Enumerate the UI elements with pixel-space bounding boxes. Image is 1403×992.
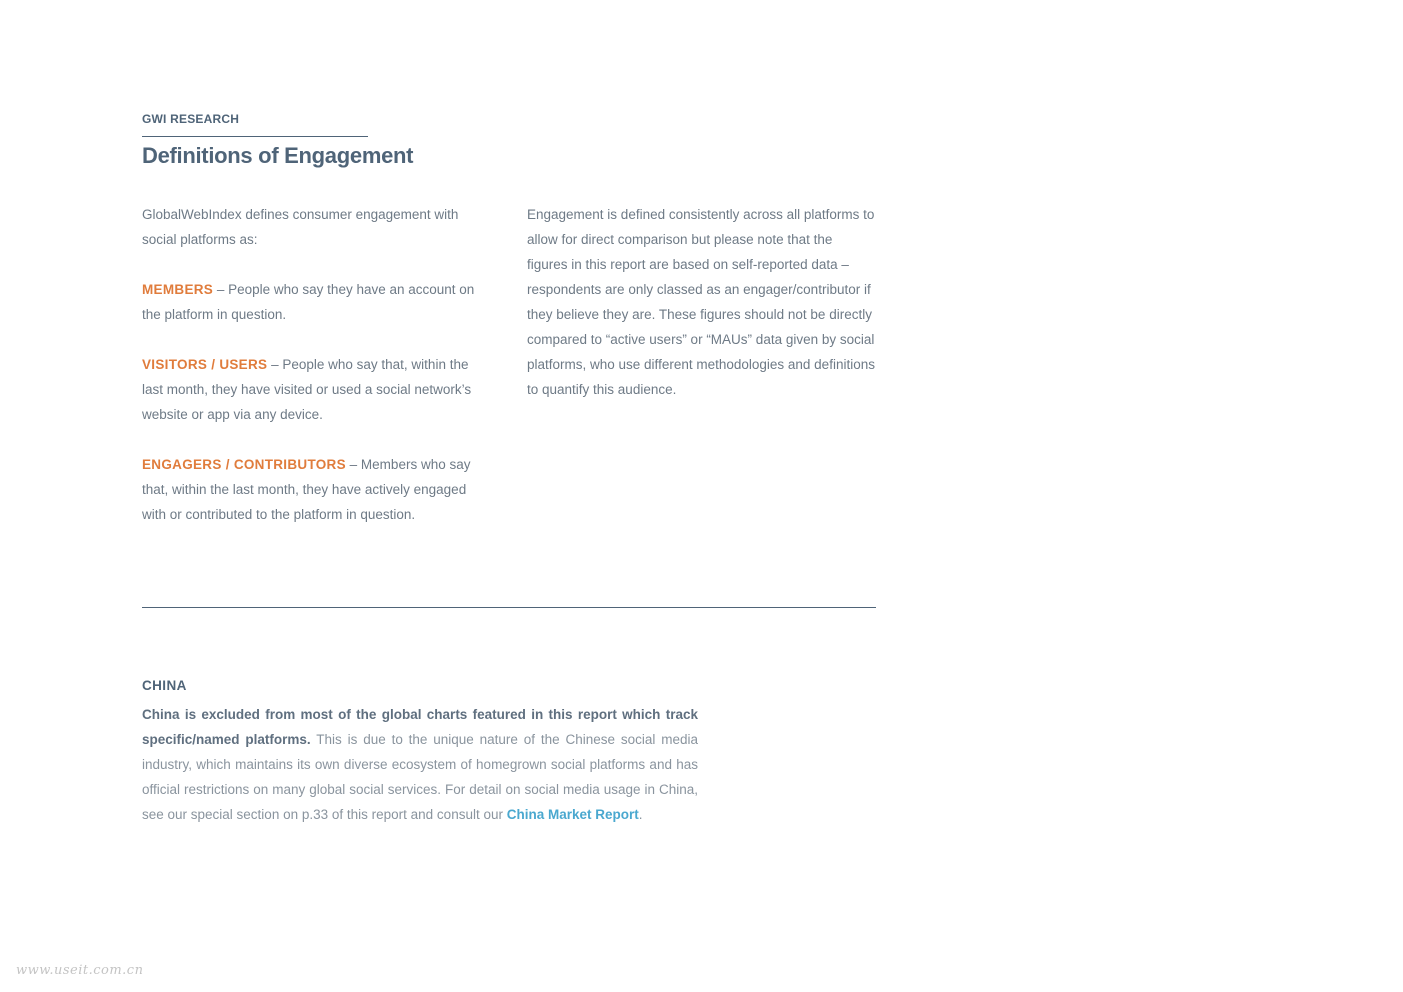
china-heading: CHINA [142,678,187,693]
intro-paragraph: GlobalWebIndex defines consumer engagement with social platforms as: [142,207,459,247]
definition-engagers-contributors-text: – Members who say that, within the last month, they have actively engaged with or contributed to the platform in question. [142,457,471,522]
page-title: Definitions of Engagement [142,143,414,168]
section-divider [142,607,876,608]
definition-members [142,277,492,327]
definitions-column [142,202,492,552]
methodology-paragraph: Engagement is defined consistently across all platforms to allow for direct comparison but please note that the figures in this report are based on self-reported data – respondents are only classed as an engager/contributor if they believe they are. These figures should not be directly compared to “active users” or “MAUs” data given by social platforms, who use different methodologies and definitions to quantify this audience. [527,207,875,397]
definition-engagers-contributors [142,452,492,527]
china-lead: China is excluded from most of the global charts featured in this report which track specific/named platforms. [142,707,698,747]
definition-visitors-users [142,352,492,427]
china-tail: . [638,807,643,822]
watermark: www.useit.com.cn [16,963,144,978]
definition-visitors-users-text: – People who say that, within the last month, they have visited or used a social network’s website or app via any device. [142,357,472,422]
china-body-text: This is due to the unique nature of the Chinese social media industry, which maintains its own diverse ecosystem of homegrown social platforms and has official restrictions on many global social services. For detail on social media usage in China, see our special section on p.33 of this report and consult our [142,732,698,822]
kicker-underline [142,136,368,137]
term-engagers-contributors: ENGAGERS / CONTRIBUTORS [142,457,346,472]
term-visitors-users: VISITORS / USERS [142,357,268,372]
definition-members-text: – People who say they have an account on the platform in question. [142,282,475,322]
china-paragraph [142,702,698,827]
section-kicker: GWI RESEARCH [142,112,240,126]
term-members: MEMBERS [142,282,214,297]
methodology-column [527,202,875,427]
china-market-report-link[interactable]: China Market Report [506,807,639,822]
